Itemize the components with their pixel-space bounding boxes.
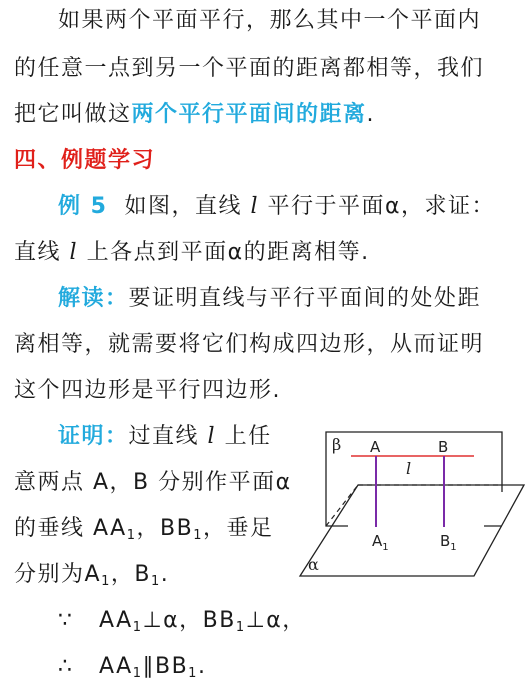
definition-line-2: 的任意一点到另一个平面的距离都相等，我们	[14, 56, 485, 81]
example-label: 例 5	[58, 194, 108, 219]
geometry-figure	[296, 428, 528, 584]
section-heading: 四、例题学习	[14, 148, 156, 173]
label-foot-a1: $A_1$	[372, 532, 389, 553]
because-symbol: ∵	[58, 608, 74, 633]
label-point-a: A	[370, 438, 381, 456]
example-line-2: 直线 l 上各点到平面α的距离相等.	[14, 240, 370, 265]
proof-line-1: 证明：过直线 l 上任	[58, 424, 272, 449]
label-line-l: l	[406, 459, 412, 478]
hidden-edge-left	[326, 485, 358, 526]
label-beta: β	[332, 435, 342, 454]
definition-line-3: 把它叫做这两个平行平面间的距离.	[14, 102, 376, 127]
proof-label: 证明：	[58, 424, 129, 449]
analysis-line-1: 解读：要证明直线与平行平面间的处处距	[58, 286, 482, 311]
example-line-1: 例 5 如图，直线 l 平行于平面α，求证：	[58, 194, 496, 219]
proof-line-4: 分别为$A_1$，$B_1$.	[14, 562, 170, 589]
therefore-symbol: ∴	[58, 654, 74, 679]
proof-line-2: 意两点 A，B 分别作平面α	[14, 470, 292, 495]
proof-line-3: 的垂线 $AA_1$，$BB_1$，垂足	[14, 516, 274, 543]
label-alpha: α	[308, 555, 319, 574]
analysis-label: 解读：	[58, 286, 129, 311]
analysis-line-2: 离相等，就需要将它们构成四边形，从而证明	[14, 332, 485, 357]
plane-beta	[326, 432, 502, 492]
analysis-line-3: 这个四边形是平行四边形.	[14, 378, 281, 403]
definition-line-1: 如果两个平面平行，那么其中一个平面内	[58, 8, 482, 33]
label-foot-b1: $B_1$	[440, 532, 457, 553]
highlighted-term: 两个平行平面间的距离	[131, 102, 367, 127]
label-point-b: B	[438, 438, 449, 456]
plane-alpha	[300, 485, 524, 576]
therefore-line: ∴ $AA_1\parallel BB_1$.	[58, 654, 207, 681]
because-line: ∵ $AA_1\perp\alpha$，$BB_1\perp\alpha$，	[58, 608, 306, 635]
